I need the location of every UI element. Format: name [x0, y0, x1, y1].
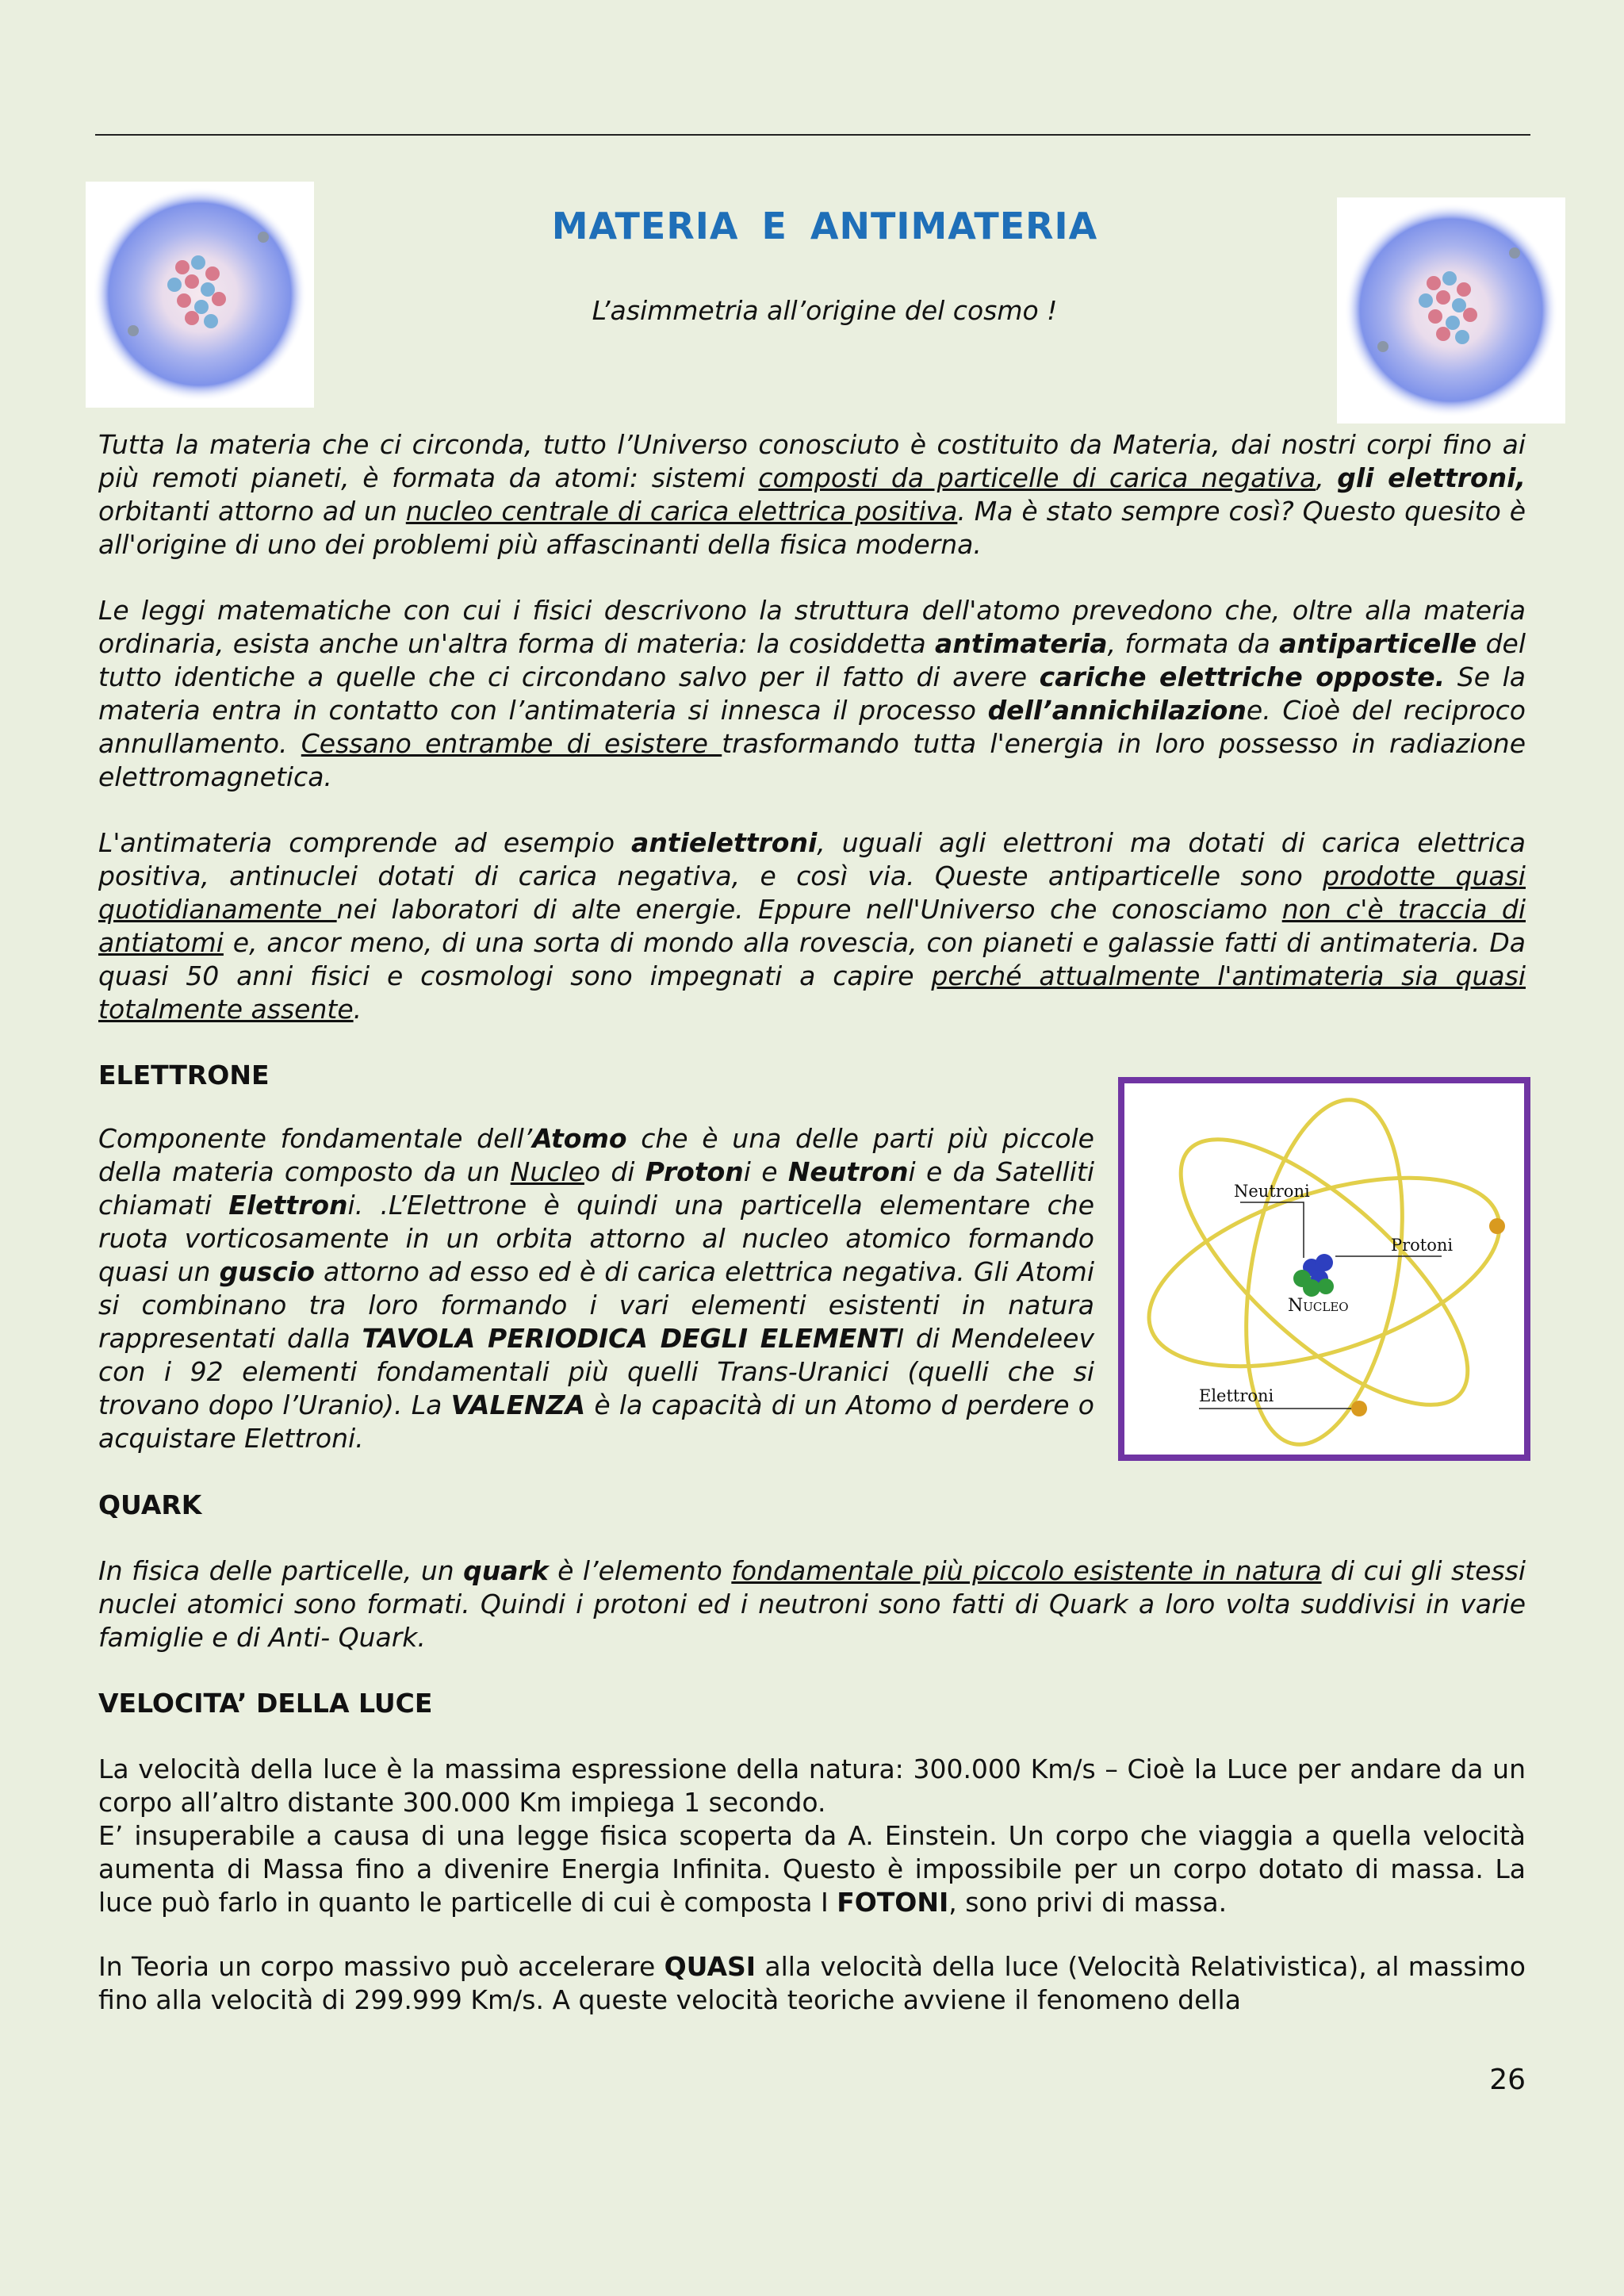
label-protoni: Protoni: [1391, 1236, 1454, 1255]
text-run: .: [353, 994, 362, 1025]
text-run: alla velocità della luce (Velocità Relativistica), al massimo fino alla velocità di 299.999 Km/s. A queste velocità teoriche avviene il fenomeno della: [98, 1951, 1526, 2015]
label-elettroni: Elettroni: [1199, 1386, 1274, 1405]
text-run: gli elettroni,: [1337, 462, 1526, 493]
header-rule: [95, 134, 1530, 136]
text-run: del tutto identiche a quelle che ci circondano salvo per il fatto di avere: [98, 628, 1526, 692]
text-run: dell’annichilazion: [987, 695, 1247, 726]
text-run: Elettron: [228, 1190, 348, 1221]
text-run: Nucle: [510, 1156, 584, 1187]
text-run: , sono privi di massa.: [948, 1887, 1228, 1918]
paragraph-teoria: [98, 1950, 1526, 2017]
text-run: antimateria: [935, 628, 1108, 659]
text-run: antiparticelle: [1279, 628, 1477, 659]
text-run: , uguali agli elettroni ma dotati di carica elettrica positiva, antinuclei dotati di carica negativa, e così via. Queste antiparticelle sono: [98, 827, 1526, 891]
page-title: MATERIA E ANTIMATERIA: [551, 205, 1098, 247]
text-run: che è una delle parti più piccole della materia composto da un: [98, 1123, 1094, 1187]
paragraph-velocita-luce: [98, 1753, 1526, 1919]
section-heading-elettrone: ELETTRONE: [98, 1060, 270, 1091]
text-run: quark: [463, 1555, 549, 1586]
text-run: i e da Satelliti chiamati: [98, 1156, 1095, 1221]
text-run: ,: [1316, 462, 1338, 493]
atom-structure-diagram: [1118, 1077, 1530, 1461]
text-run: fondamentale più piccolo esistente in natura: [731, 1555, 1322, 1586]
text-run: i. .L’Elettrone è quindi una particella elementare che ruota vorticosamente in un orbita attorno al nucleo atomico formando quasi un: [98, 1190, 1094, 1287]
section-heading-quark: QUARK: [98, 1489, 202, 1520]
atom-illustration-left: [86, 182, 314, 408]
text-run: E’ insuperabile a causa di una legge fisica scoperta da A. Einstein. Un corpo che viaggia a quella velocità aumenta di Massa fino a divenire Energia Infinita. Questo è impossibile per un corpo dotato di massa. La luce può farlo in quanto le particelle di cui è composta I: [98, 1820, 1526, 1918]
text-run: Proton: [645, 1156, 744, 1187]
text-run: perché attualmente l'antimateria sia quasi totalmente assente: [98, 960, 1526, 1025]
text-run: In fisica delle particelle, un: [98, 1555, 464, 1586]
text-run: I di Mendeleev con i 92 elementi fondamentali più quelli Trans-Uranici (quelli che si trovano dopo l’Uranio). La: [98, 1323, 1094, 1420]
atom-illustration-right: [1337, 197, 1565, 424]
text-run: guscio: [219, 1256, 315, 1287]
text-run: , formata da: [1107, 628, 1280, 659]
label-nucleo: Nucleo: [1288, 1296, 1349, 1316]
page-subtitle: L’asimmetria all’origine del cosmo !: [592, 295, 1058, 326]
text-run: QUASI: [664, 1951, 756, 1982]
text-run: nei laboratori di alte energie. Eppure nell'Universo che conosciamo: [336, 894, 1282, 925]
section-heading-velocita-luce: VELOCITA’ DELLA LUCE: [98, 1688, 433, 1719]
text-run: L'antimateria comprende ad esempio: [98, 827, 632, 858]
text-run: Cessano entrambe di esistere: [301, 728, 722, 759]
text-run: e, ancor meno, di una sorta di mondo alla rovescia, con pianeti e galassie fatti di antimateria. Da quasi 50 anni fisici e cosmologi sono impegnati a capire: [98, 927, 1526, 991]
text-run: Le leggi matematiche con cui i fisici descrivono la struttura dell'atomo prevedono che, oltre alla materia ordinaria, esista anche un'altra forma di materia: la cosiddetta: [98, 595, 1526, 659]
paragraph-intro-2: [98, 594, 1526, 794]
paragraph-intro-3: [98, 826, 1526, 1026]
text-run: Neutron: [787, 1156, 909, 1187]
text-run: cariche elettriche opposte.: [1039, 661, 1446, 692]
text-run: non c'è traccia di antiatomi: [98, 894, 1526, 958]
text-run: VALENZA: [450, 1389, 586, 1420]
text-run: è la capacità di un Atomo d perdere o acquistare Elettroni.: [98, 1389, 1095, 1454]
paragraph-quark: [98, 1554, 1526, 1654]
text-run: nucleo centrale di carica elettrica positiva: [405, 496, 958, 527]
text-run: Se la materia entra in contatto con l’antimateria si innesca il processo: [98, 661, 1526, 726]
text-run: composti da particelle di carica negativa: [758, 462, 1316, 493]
electron: [1489, 1218, 1505, 1234]
paragraph-intro-1: [98, 428, 1526, 562]
text-run: è l’elemento: [548, 1555, 732, 1586]
text-run: Tutta la materia che ci circonda, tutto l’Universo conosciuto è costituito da Materia, dai nostri corpi fino ai più remoti pianeti, è formata da atomi: sistemi: [98, 429, 1526, 493]
text-run: antielettroni: [631, 827, 818, 858]
text-run: di cui gli stessi nuclei atomici sono formati. Quindi i protoni ed i neutroni sono fatti di Quark a loro volta suddivisi in varie famiglie e di Anti- Quark.: [98, 1555, 1526, 1653]
page-number: 26: [1489, 2064, 1526, 2096]
text-run: orbitanti attorno ad un: [98, 496, 406, 527]
text-run: In Teoria un corpo massivo può accelerare: [98, 1951, 665, 1982]
nucleus: [1293, 1254, 1334, 1297]
text-run: . Ma è stato sempre così? Questo quesito è all'origine di uno dei problemi più affascinanti della fisica moderna.: [98, 496, 1526, 560]
text-run: e. Cioè del reciproco annullamento.: [98, 695, 1526, 759]
text-run: Atomo: [532, 1123, 627, 1154]
text-run: prodotte quasi quotidianamente: [98, 861, 1526, 925]
text-run: TAVOLA PERIODICA DEGLI ELEMENT: [362, 1323, 897, 1354]
text-run: attorno ad esso ed è di carica elettrica negativa. Gli Atomi si combinano tra loro formando i vari elementi esistenti in natura rappresentati dalla: [98, 1256, 1094, 1354]
text-run: Componente fondamentale dell’: [98, 1123, 533, 1154]
text-run: La velocità della luce è la massima espressione della natura: 300.000 Km/s – Cioè la Luce per andare da un corpo all’altro distante 300.000 Km impiega 1 secondo.: [98, 1754, 1526, 1818]
paragraph-elettrone: [98, 1122, 1094, 1455]
text-run: FOTONI: [837, 1887, 949, 1918]
label-neutroni: Neutroni: [1234, 1182, 1310, 1201]
electron: [1351, 1401, 1367, 1416]
text-run: trasformando tutta l'energia in loro possesso in radiazione elettromagnetica.: [98, 728, 1526, 792]
text-run: i e: [743, 1156, 788, 1187]
text-run: o di: [584, 1156, 645, 1187]
